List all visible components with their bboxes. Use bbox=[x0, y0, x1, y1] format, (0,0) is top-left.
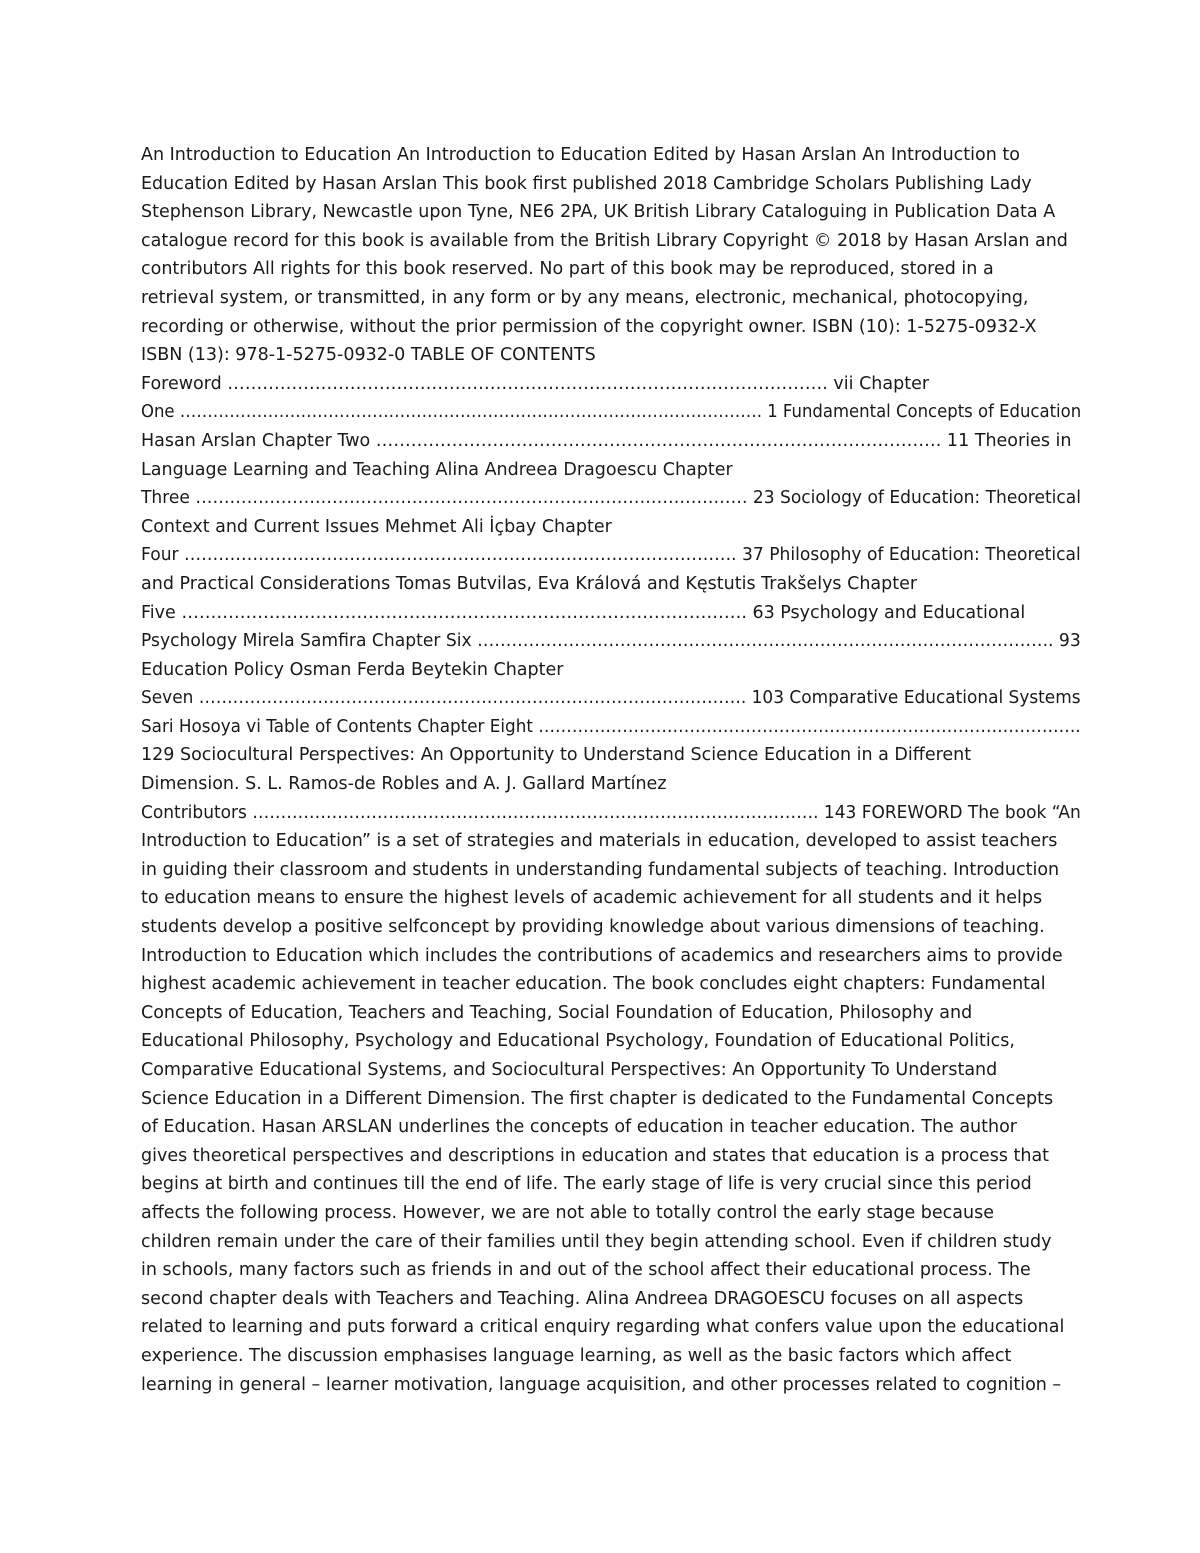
text-line: Five ……………………………………………………………………………………. 63 Psychology and Educational bbox=[141, 602, 1026, 623]
text-line: begins at birth and continues till the end of life. The early stage of life is very crucial since this period bbox=[141, 1174, 1032, 1195]
text-line: Language Learning and Teaching Alina Andreea Dragoescu Chapter bbox=[141, 459, 733, 480]
text-line: students develop a positive selfconcept by providing knowledge about various dimensions of teaching. bbox=[141, 917, 1045, 938]
text-line: Sari Hosoya vi Table of Contents Chapter Eight ……………………………………………………………………………………. bbox=[141, 716, 1081, 737]
text-line: of Education. Hasan ARSLAN underlines the concepts of education in teacher education. The author bbox=[141, 1117, 1017, 1138]
text-line: An Introduction to Education An Introduction to Education Edited by Hasan Arslan An Introduction to bbox=[141, 145, 1020, 165]
text-line: contributors All rights for this book reserved. No part of this book may be reproduced, stored in a bbox=[141, 259, 994, 280]
text-line: Three ……………………………………………………………………………………. 23 Sociology of Education: Theoretical bbox=[141, 488, 1082, 509]
text-line: Concepts of Education, Teachers and Teaching, Social Foundation of Education, Philosophy and bbox=[141, 1002, 973, 1023]
text-line: Four ……………………………………………………………………………………. 37 Philosophy of Education: Theoretical bbox=[141, 545, 1081, 566]
document-body-text bbox=[141, 141, 1081, 1399]
text-line: Context and Current Issues Mehmet Ali İçbay Chapter bbox=[141, 516, 612, 537]
text-line: and Practical Considerations Tomas Butvilas, Eva Králová and Kęstutis Trakšelys Chapter bbox=[141, 573, 918, 594]
text-line: gives theoretical perspectives and descriptions in education and states that education is a process that bbox=[141, 1145, 1050, 1166]
text-line: One ……………………………………………………………………………………………. 1 Fundamental Concepts of Education bbox=[141, 402, 1082, 423]
text-line: Seven ……………………………………………………………………………………. 103 Comparative Educational Systems bbox=[141, 688, 1081, 709]
text-line: related to learning and puts forward a critical enquiry regarding what confers value upon the educational bbox=[141, 1317, 1065, 1338]
text-line: 129 Sociocultural Perspectives: An Opportunity to Understand Science Education in a Different bbox=[141, 745, 972, 766]
text-line: Comparative Educational Systems, and Sociocultural Perspectives: An Opportunity To Understand bbox=[141, 1060, 998, 1080]
text-line: highest academic achievement in teacher education. The book concludes eight chapters: Fundamental bbox=[141, 974, 1046, 995]
text-line: experience. The discussion emphasises language learning, as well as the basic factors which affect bbox=[141, 1345, 1012, 1366]
text-line: Educational Philosophy, Psychology and Educational Psychology, Foundation of Educational Politics, bbox=[141, 1031, 1015, 1052]
text-line: Education Policy Osman Ferda Beytekin Chapter bbox=[141, 659, 564, 680]
text-line: to education means to ensure the highest levels of academic achievement for all students and it helps bbox=[141, 888, 1043, 909]
text-line: learning in general – learner motivation, language acquisition, and other processes related to cognition – bbox=[141, 1374, 1062, 1395]
text-line: in guiding their classroom and students in understanding fundamental subjects of teaching. Introduction bbox=[141, 859, 1060, 880]
text-line: Stephenson Library, Newcastle upon Tyne, NE6 2PA, UK British Library Cataloguing in Publication Data A bbox=[141, 202, 1056, 223]
text-line: Introduction to Education” is a set of strategies and materials in education, developed to assist teachers bbox=[141, 831, 1058, 852]
text-line: retrieval system, or transmitted, in any form or by any means, electronic, mechanical, photocopying, bbox=[141, 287, 1029, 308]
text-line: Introduction to Education which includes the contributions of academics and researchers aims to provide bbox=[141, 945, 1063, 966]
text-line: Hasan Arslan Chapter Two ……………………………………………………………………………………. 11 Theories in bbox=[141, 430, 1072, 451]
text-line: recording or otherwise, without the prior permission of the copyright owner. ISBN (10): 1-5275-0932-X bbox=[141, 316, 1037, 337]
text-line: Education Edited by Hasan Arslan This book first published 2018 Cambridge Scholars Publishing Lady bbox=[141, 173, 1032, 194]
text-line: ISBN (13): 978-1-5275-0932-0 TABLE OF CONTENTS bbox=[141, 345, 596, 366]
text-line: Psychology Mirela Samfira Chapter Six ……………………………………………………………………………………….. 93 bbox=[141, 631, 1081, 652]
text-line: Foreword …………………………………………………………………………………………. vii Chapter bbox=[141, 373, 930, 394]
text-line: affects the following process. However, we are not able to totally control the early stage because bbox=[141, 1202, 994, 1223]
text-line: in schools, many factors such as friends in and out of the school affect their educational process. The bbox=[141, 1260, 1031, 1281]
text-line: Contributors ………………………………………………………………………………………. 143 FOREWORD The book “An bbox=[141, 802, 1081, 823]
text-line: catalogue record for this book is available from the British Library Copyright © 2018 by Hasan Arslan and bbox=[141, 230, 1068, 251]
text-line: second chapter deals with Teachers and Teaching. Alina Andreea DRAGOESCU focuses on all aspects bbox=[141, 1288, 1024, 1309]
text-line: Science Education in a Different Dimension. The first chapter is dedicated to the Fundamental Concepts bbox=[141, 1088, 1054, 1109]
text-line: Dimension. S. L. Ramos-de Robles and A. J. Gallard Martínez bbox=[141, 774, 667, 795]
text-line: children remain under the care of their families until they begin attending school. Even if children study bbox=[141, 1231, 1052, 1252]
